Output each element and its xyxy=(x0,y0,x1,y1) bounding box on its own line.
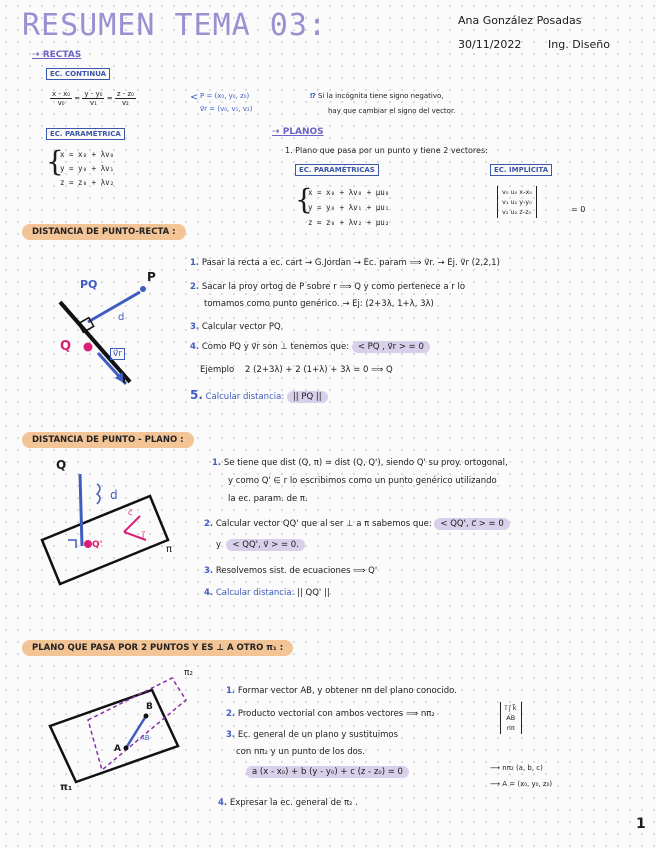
pl-step-3-num: 3. xyxy=(226,730,236,740)
pl-step-2-text: Producto vectorial con ambos vectores ⟹ nπ₂ xyxy=(237,709,435,719)
pl-general-eq xyxy=(246,767,409,777)
pr-step-3-num: 3. xyxy=(190,322,200,332)
pr-step-2b: tomamos como punto genérico. → Ej: (2+3λ, 1+λ, 3λ) xyxy=(204,299,434,309)
fig-b-label: B xyxy=(146,702,153,712)
pp-step-1a-text: Se tiene que dist (Q, π) = dist (Q, Q'), siendo Q' su proy. ortogonal, xyxy=(223,458,508,468)
fig-vr-label: v⃗r xyxy=(110,348,125,360)
rectas-heading: ⇢ RECTAS xyxy=(32,50,82,60)
pl-step-4-num: 4. xyxy=(218,798,228,808)
frac-x-num: x - x₀ xyxy=(52,90,71,98)
matrix-equals: = 0 xyxy=(571,205,586,214)
frac-z-den: v₂ xyxy=(121,99,129,107)
ec-parametricas-label: EC. PARAMÉTRICAS xyxy=(295,164,379,176)
pr-step-5-highlight: || PQ || xyxy=(287,391,328,403)
pp-step-2-text: Calcular vector QQ' que al ser ⊥ a π sabemos que: xyxy=(215,519,432,529)
pl-arrow-1: ⟶ nπ₂ (a, b, c) xyxy=(490,764,543,772)
date: 30/11/2022 xyxy=(458,38,522,51)
pl-step-4-text: Expresar la ec. general de π₂ . xyxy=(229,798,358,808)
pl-step-3a xyxy=(226,730,398,740)
pp-step-1-num: 1. xyxy=(212,458,222,468)
pr-step-5-num: 5. xyxy=(190,388,203,402)
planos-eq-z: z = z₀ + λv₂ + μu₂ xyxy=(308,218,390,227)
v-definition: v⃗r = (v₀, v₁, v₂) xyxy=(200,105,253,113)
note-line-1-text: Si la incógnita tiene signo negativo, xyxy=(318,92,444,100)
rectas-heading-text: RECTAS xyxy=(42,50,82,60)
title-colon: : xyxy=(307,8,327,43)
pp-step-1c: la ec. param. de π. xyxy=(228,494,308,504)
p-definition: P = (x₀, y₀, z₀) xyxy=(200,92,250,100)
pr-ejemplo-label: Ejemplo xyxy=(200,365,235,375)
fig-r-label: r xyxy=(122,372,128,386)
fig-a-label: A xyxy=(114,744,121,754)
fig-q-top: Q xyxy=(56,458,67,472)
param-eq-x: x = x₀ + λv₀ xyxy=(60,150,115,159)
pp-step-2-num: 2. xyxy=(204,519,214,529)
pp-step-2-highlight-2: < QQ', v⃗ > = 0. xyxy=(226,539,304,551)
ec-parametrica-label: EC. PARAMÉTRICA xyxy=(46,128,125,140)
pp-step-4-text: Calcular distancia: xyxy=(215,588,295,598)
cross-row-3: nπ xyxy=(506,724,515,732)
point-b xyxy=(144,714,149,719)
pl-step-1 xyxy=(226,686,457,696)
pr-step-4-text: Como PQ y v⃗r son ⊥ tenemos que: xyxy=(201,342,350,352)
planos-eq-y: y = y₀ + λv₁ + μu₁ xyxy=(308,203,390,212)
author-name: Ana González Posadas xyxy=(458,14,582,27)
pp-step-4-num: 4. xyxy=(204,588,214,598)
matrix-row-1: v₀ u₀ x-x₀ xyxy=(502,188,532,196)
param-brace: { xyxy=(46,145,64,178)
pr-ejemplo-text: 2 (2+3λ) + 2 (1+λ) + 3λ = 0 ⟹ Q xyxy=(245,365,393,375)
frac-z-num: z - z₀ xyxy=(116,90,134,98)
note-icon: ⁉ xyxy=(310,92,316,100)
fig-pi2-label: π₂ xyxy=(184,668,194,678)
fig-pi-label: π xyxy=(166,544,173,555)
pr-step-2a-text: Sacar la proy ortog de P sobre r ⟹ Q y como pertenece a r lo xyxy=(201,282,466,292)
pl-step-2-num: 2. xyxy=(226,709,236,719)
pl-step-3b: con nπ₂ y un punto de los dos. xyxy=(236,747,365,757)
cross-product-matrix xyxy=(500,702,522,734)
course: Ing. Diseño xyxy=(548,38,610,51)
pl-step-1-num: 1. xyxy=(226,686,236,696)
pp-step-3-num: 3. xyxy=(204,566,214,576)
ec-implicita-label: EC. IMPLÍCITA xyxy=(490,164,552,176)
cross-row-2: AB xyxy=(506,714,516,722)
fig-d-plane: d xyxy=(110,488,118,502)
pp-step-2-highlight-1: < QQ', c⃗ > = 0 xyxy=(434,518,509,530)
fig-d-label: d xyxy=(118,312,125,323)
note-line-2: hay que cambiar el signo del vector. xyxy=(328,107,456,115)
pr-step-3-text: Calcular vector PQ. xyxy=(201,322,284,332)
pl-step-2 xyxy=(226,709,435,719)
matrix-row-2: v₁ u₁ y-y₀ xyxy=(502,198,532,206)
frac-x-den: v₀ xyxy=(57,99,65,107)
pl-arrow-1-text: nπ₂ (a, b, c) xyxy=(502,764,543,772)
ec-continua-label: EC. CONTINUA xyxy=(46,68,110,80)
planos-heading: ⇢ PLANOS xyxy=(272,127,324,137)
param-eq-z: z = z₀ + λv₂ xyxy=(60,178,115,187)
fig-c-label: c⃗ xyxy=(128,508,133,517)
pr-step-2-num: 2. xyxy=(190,282,200,292)
pl-step-4 xyxy=(218,798,358,808)
punto-recta-heading: DISTANCIA DE PUNTO-RECTA : xyxy=(22,224,186,240)
matrix-row-3: v₂ u₂ z-z₀ xyxy=(502,208,532,216)
pp-step-1b: y como Q' ∈ r lo escribimos como un punto genérico utilizando xyxy=(228,476,497,486)
pl-arrow-2: ⟶ A = (x₀, y₀, z₀) xyxy=(490,780,553,788)
planos-statement: 1. Plano que pasa por un punto y tiene 2 vectores: xyxy=(285,146,488,155)
plane-pi1 xyxy=(50,690,178,782)
punto-plano-heading: DISTANCIA DE PUNTO - PLANO : xyxy=(22,432,194,448)
fig-qprime-label: Q' xyxy=(92,540,103,550)
frac-y-num: y - y₀ xyxy=(84,90,103,98)
cross-row-1: i⃗ j⃗ k⃗ xyxy=(505,704,517,712)
fig-q-label: Q xyxy=(60,339,72,354)
fig-p-label: P xyxy=(147,270,156,284)
fig-j-label: j⃗ xyxy=(142,530,145,539)
pl-general-eq-text: a (x - x₀) + b (y - y₀) + c (z - z₀) = 0 xyxy=(246,766,409,778)
continua-equation: $\frac{\text{x - x₀}}{\text{v₀}}$ = $\frac{\text{y - y₀}}{\text{v₁}}$ = $\frac{\text{z - z₀}}{\text{v₂}}$ xyxy=(52,90,134,107)
pp-step-4-value: || QQ' || xyxy=(297,588,330,598)
param-eq-y: y = y₀ + λv₁ xyxy=(60,164,115,173)
fig-pi1-label: π₁ xyxy=(60,782,73,793)
page-number: 1 xyxy=(636,816,646,832)
planos-heading-text: PLANOS xyxy=(282,127,324,137)
pr-step-1-text: Pasar la recta a ec. cart → G.Jordan → Ec. param ⟹ v⃗r. → Ej. v⃗r (2,2,1) xyxy=(201,258,500,268)
pl-arrow-2-text: A = (x₀, y₀, z₀) xyxy=(502,780,553,788)
planos-brace: { xyxy=(295,183,313,216)
pp-step-3-text: Resolvemos sist. de ecuaciones ⟹ Q' xyxy=(215,566,378,576)
fig-pq-label: PQ xyxy=(80,278,98,291)
pr-step-5-text: Calcular distancia: xyxy=(205,392,285,402)
plano-perp-heading: PLANO QUE PASA POR 2 PUNTOS Y ES ⊥ A OTRO π₁ : xyxy=(22,640,293,656)
page-title-text: RESUMEN TEMA 03 xyxy=(22,8,308,43)
brace-arrow: < xyxy=(190,92,199,103)
pl-step-3a-text: Ec. general de un plano y sustituimos xyxy=(237,730,399,740)
pr-step-4-highlight: < PQ , v⃗r > = 0 xyxy=(352,341,430,353)
plane-pi2 xyxy=(88,678,186,770)
fig-ab-label: AB xyxy=(140,734,150,742)
point-a xyxy=(124,746,129,751)
frac-y-den: v₁ xyxy=(89,99,97,107)
vector-ab xyxy=(126,716,146,748)
pr-step-1-num: 1. xyxy=(190,258,200,268)
pl-step-1-text: Formar vector AB, y obtener nπ del plano conocido. xyxy=(237,686,457,696)
pp-step-2-y: y xyxy=(216,540,222,550)
planos-eq-x: x = x₀ + λv₀ + μu₀ xyxy=(308,188,390,197)
pr-step-4-num: 4. xyxy=(190,342,200,352)
